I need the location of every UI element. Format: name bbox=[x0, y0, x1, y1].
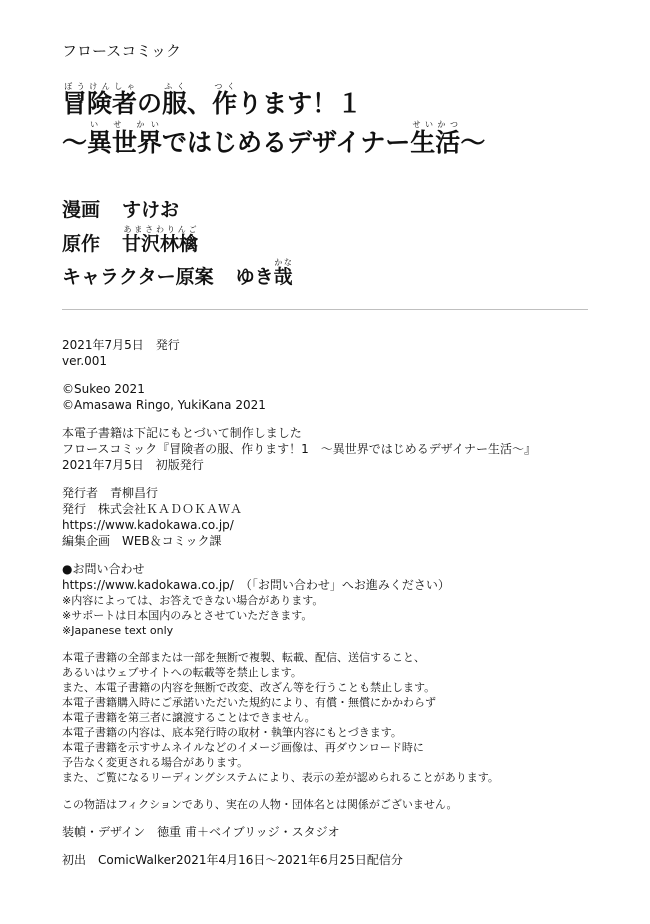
copyright-line: ©Sukeo 2021 bbox=[62, 382, 145, 396]
version: ver.001 bbox=[62, 354, 108, 368]
credit-role: 漫画 bbox=[62, 199, 101, 221]
legal-line: 本電子書籍を示すサムネイルなどのイメージ画像は、再ダウンロード時に bbox=[62, 741, 424, 754]
copyright-line: ©Amasawa Ringo, YukiKana 2021 bbox=[62, 398, 266, 412]
note-line: ※内容によっては、お答えできない場合があります。 bbox=[62, 594, 324, 607]
legal-line: また、ご覧になるリーディングシステムにより、表示の差が認められることがあります。 bbox=[62, 771, 499, 784]
legal-line: 本電子書籍を第三者に譲渡することはできません。 bbox=[62, 711, 316, 724]
basis-line: 本電子書籍は下記にもとづいて制作しました bbox=[62, 426, 302, 440]
publisher-line: 発行 株式会社ＫＡＤＯＫＡＷＡ bbox=[62, 502, 243, 516]
divider bbox=[62, 309, 588, 310]
publisher-url: https://www.kadokawa.co.jp/ bbox=[62, 518, 234, 532]
legal-line: 本電子書籍購入時にご承諾いただいた規約により、有償・無償にかかわらず bbox=[62, 696, 436, 709]
credit-character-design bbox=[62, 258, 293, 289]
title-word: 冒険者ぼうけんしゃ bbox=[62, 82, 138, 118]
credit-name: 甘沢林檎あまさわりんご bbox=[122, 225, 199, 255]
note-line: ※サポートは日本国内のみとさせていただきます。 bbox=[62, 609, 313, 622]
credit-manga bbox=[62, 195, 179, 222]
imprint-label: フロースコミック bbox=[62, 42, 181, 60]
contact-heading: ●お問い合わせ bbox=[62, 562, 145, 576]
book-title-line-2: ～異世界い せ かいではじめるデザイナー生活せいかつ～ bbox=[62, 120, 486, 157]
credit-name: すけお bbox=[122, 199, 180, 221]
design-credit: 装幀・デザイン 徳重 甫＋ベイブリッジ・スタジオ bbox=[62, 825, 340, 839]
fiction-disclaimer: この物語はフィクションであり、実在の人物・団体名とは関係がございません。 bbox=[62, 798, 458, 811]
title-word: 異世界い せ かい bbox=[87, 120, 163, 157]
legal-line: また、本電子書籍の内容を無断で改変、改ざん等を行うことも禁止します。 bbox=[62, 681, 436, 694]
book-title-line-1: 冒険者ぼうけんしゃの服ふく、作つくります！１ bbox=[62, 82, 363, 118]
credit-original bbox=[62, 225, 198, 256]
title-word: 生活せいかつ bbox=[410, 120, 461, 157]
title-word: 服ふく bbox=[162, 82, 188, 118]
basis-line: フロースコミック『冒険者の服、作ります！1 ～異世界ではじめるデザイナー生活～』 bbox=[62, 442, 536, 456]
legal-line: 予告なく変更される場合があります。 bbox=[62, 756, 249, 769]
title-word: 作つく bbox=[212, 82, 238, 118]
legal-line: あるいはウェブサイトへの転載等を禁止します。 bbox=[62, 666, 302, 679]
credit-role: 原作 bbox=[62, 233, 101, 255]
first-publication: 初出 ComicWalker2021年4月16日～2021年6月25日配信分 bbox=[62, 853, 403, 867]
credit-role: キャラクター原案 bbox=[62, 266, 214, 288]
credit-name: ゆき哉かな bbox=[235, 258, 293, 288]
publisher-line: 発行者 青柳昌行 bbox=[62, 486, 159, 500]
legal-line: 本電子書籍の内容は、底本発行時の取材・執筆内容にもとづきます。 bbox=[62, 726, 402, 739]
legal-line: 本電子書籍の全部または一部を無断で複製、転載、配信、送信すること、 bbox=[62, 651, 425, 664]
publish-date: 2021年7月5日 発行 bbox=[62, 338, 180, 352]
contact-url: https://www.kadokawa.co.jp/ （「お問い合わせ」へお進みください） bbox=[62, 578, 450, 592]
publisher-line: 編集企画 WEB＆コミック課 bbox=[62, 534, 222, 548]
basis-line: 2021年7月5日 初版発行 bbox=[62, 458, 204, 472]
publication-info bbox=[62, 337, 622, 868]
note-line: ※Japanese text only bbox=[62, 624, 174, 637]
